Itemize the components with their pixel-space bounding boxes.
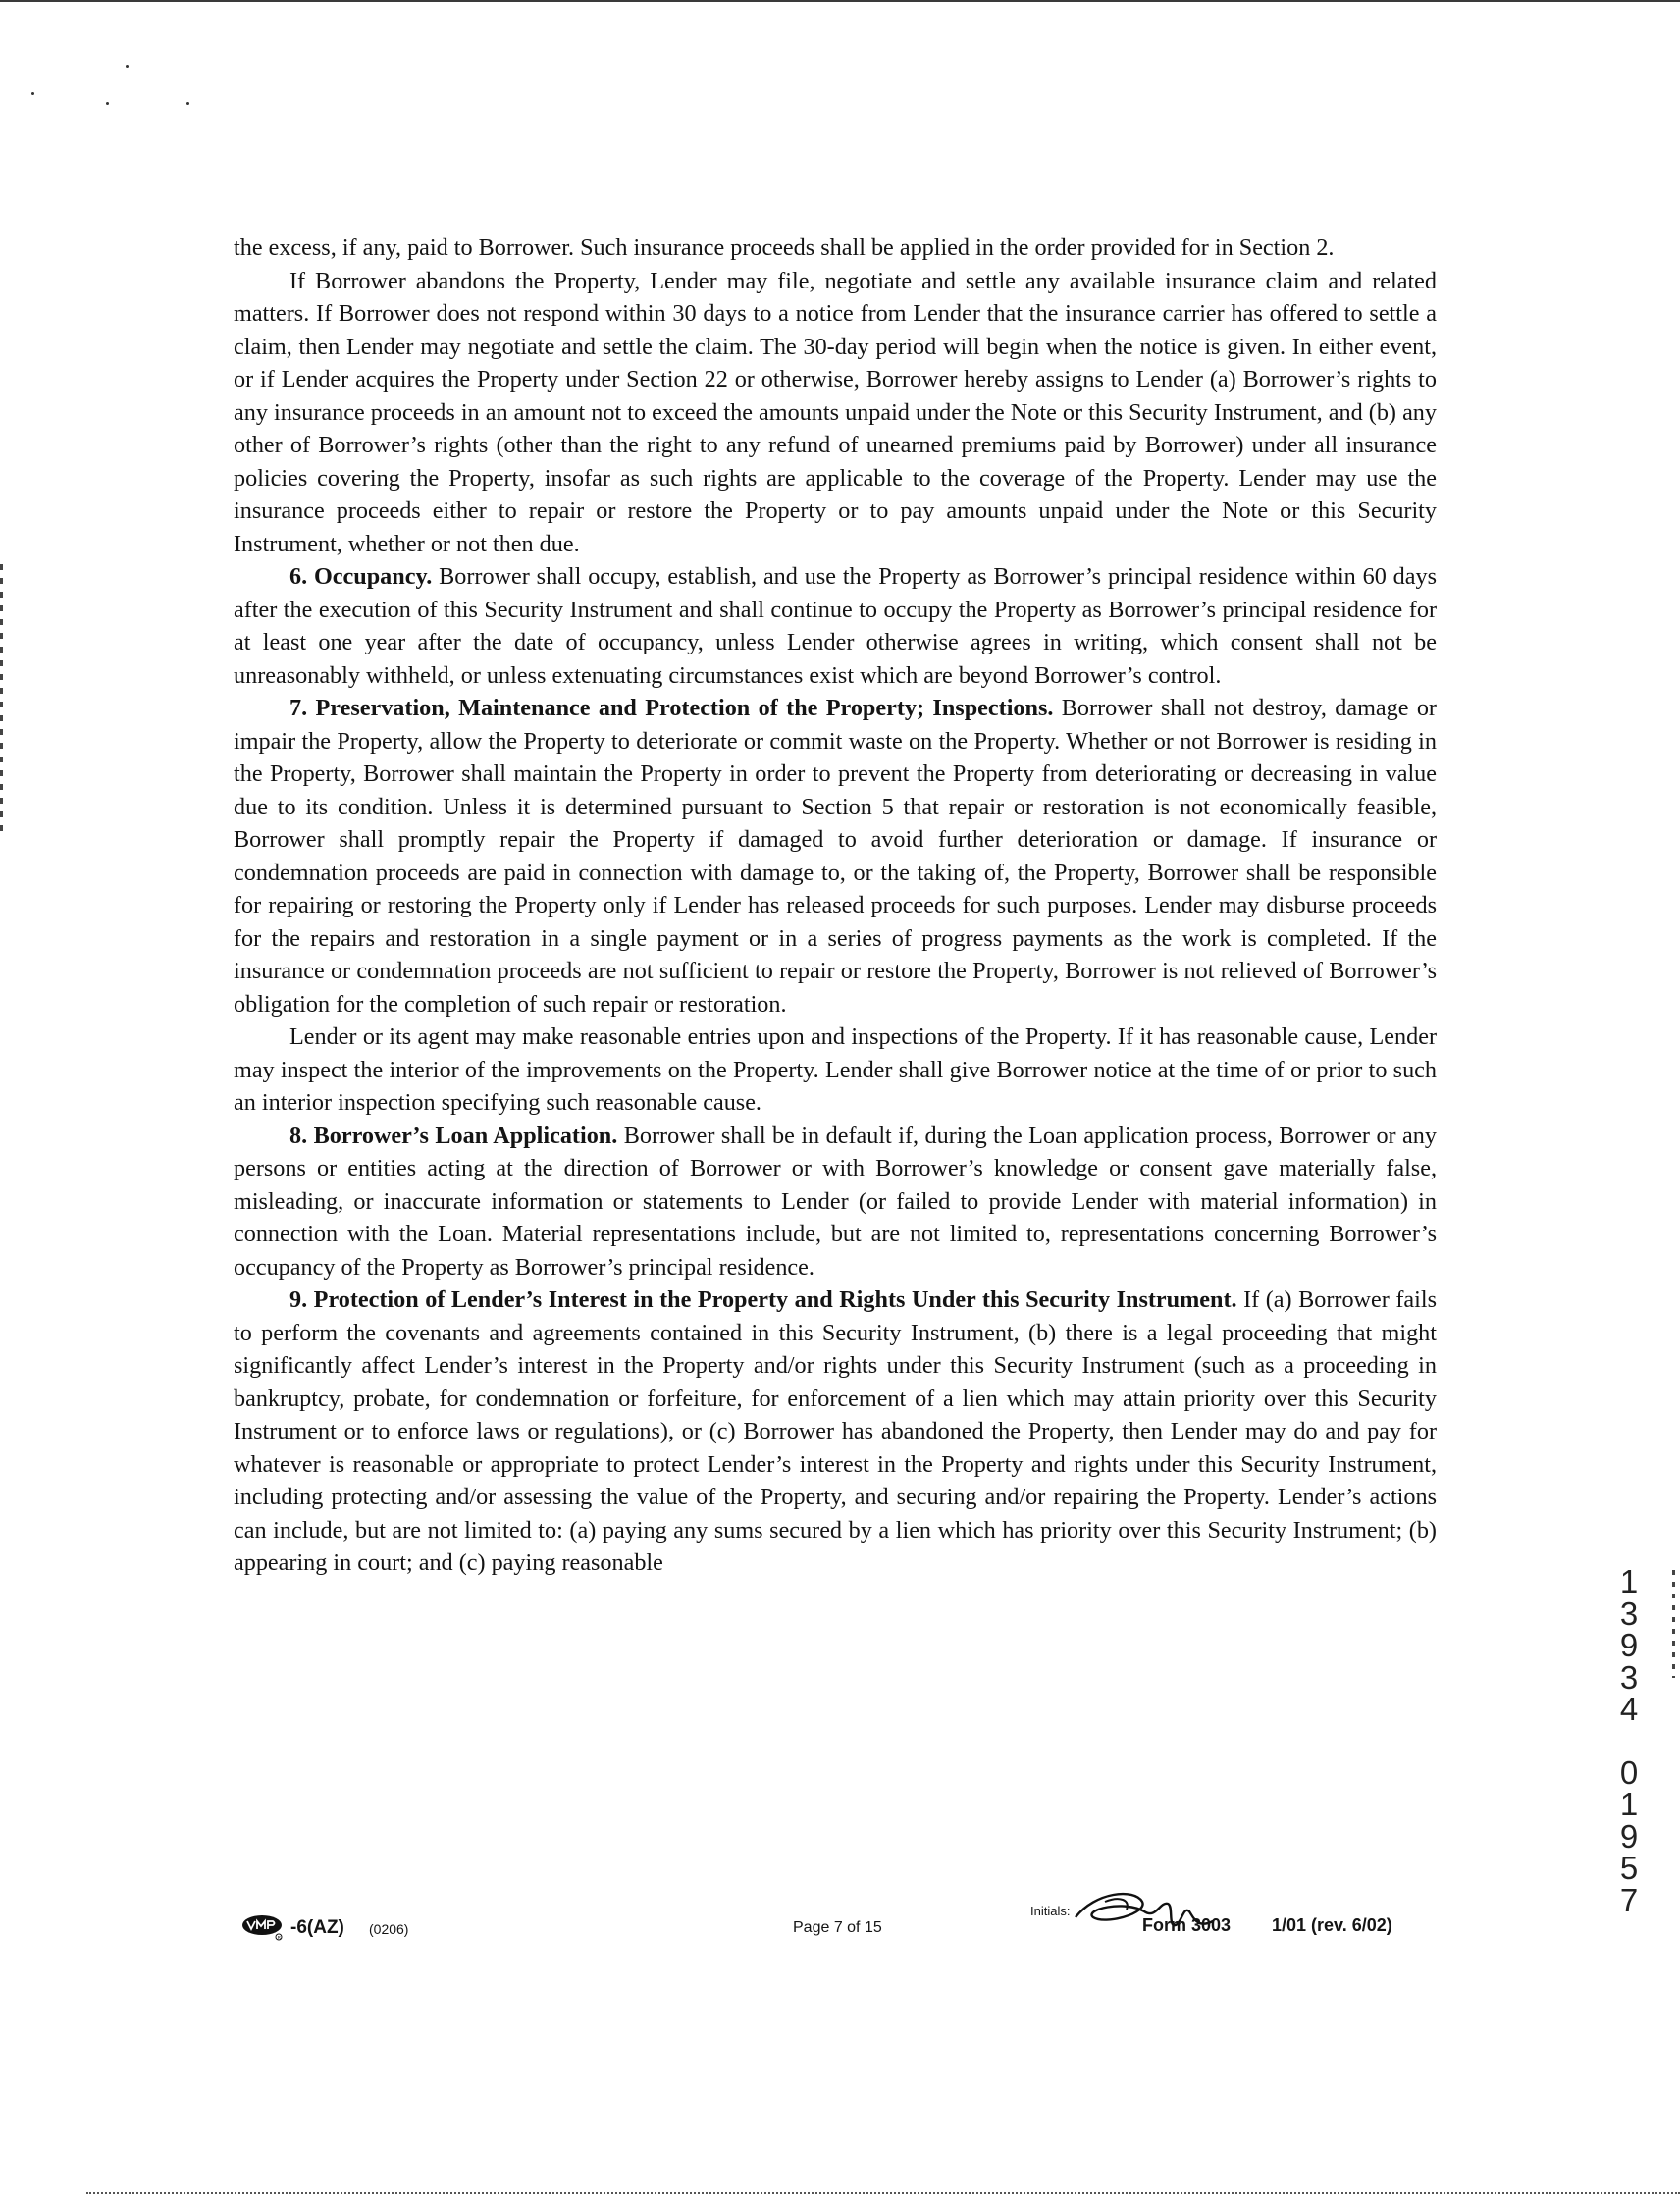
page-bottom-border [86, 2192, 1680, 2194]
paragraph-abandonment [234, 265, 1437, 561]
recording-digit: 7 [1619, 1881, 1639, 1918]
recording-digit: 3 [1619, 1595, 1639, 1632]
section-heading: 7. Preservation, Maintenance and Protection of the Property; Inspections. [289, 695, 1054, 721]
recording-number [1609, 1563, 1649, 1918]
form-number: Form 3003 [1142, 1915, 1232, 1935]
initials-label: Initials: [1030, 1904, 1071, 1918]
form-identifier: -6(AZ) [290, 1917, 344, 1938]
recording-digit: 0 [1619, 1753, 1639, 1791]
scan-edge-right [1672, 1570, 1675, 1678]
recording-digit: 9 [1619, 1817, 1639, 1855]
paragraph-text: the excess, if any, paid to Borrower. Such insurance proceeds shall be applied in the order provided for in Section 2. [234, 235, 1335, 261]
page-top-border [0, 0, 1680, 2]
section-heading: 6. Occupancy. [289, 563, 433, 590]
paragraph-text: Borrower shall not destroy, damage or impair the Property, allow the Property to deteriorate or commit waste on the Property. Whether or not Borrower is residing in the Property, Borrower shall maintain the Property in order to prevent the Property from deteriorating or decreasing in value due to its condition. Unless it is determined pursuant to Section 5 that repair or restoration is not economically feasible, Borrower shall promptly repair the Property if damaged to avoid further deterioration or damage. If insurance or condemnation proceeds are paid in connection with damage to, or the taking of, the Property, Borrower shall be responsible for repairing or restoring the Property only if Lender has released proceeds for such purposes. Lender may disburse proceeds for the repairs and restoration in a single payment or in a series of progress payments as the work is completed. If the insurance or condemnation proceeds are not sufficient to repair or restore the Property, Borrower is not relieved of Borrower’s obligation for the completion of such repair or restoration. [234, 695, 1437, 1018]
vmp-logo-icon [241, 1913, 287, 1941]
paragraph-section-9 [234, 1283, 1437, 1580]
paragraph-section-7 [234, 692, 1437, 1020]
paragraph-text: Lender or its agent may make reasonable entries upon and inspections of the Property. If it has reasonable cause, Lender may inspect the interior of the improvements on the Property. Lender shall give Borrower notice at the time of or prior to such an interior inspection specifying such reasonable cause. [234, 1023, 1437, 1116]
page-number: Page 7 of 15 [793, 1919, 882, 1936]
paragraph-text: Borrower shall be in default if, during the Loan application process, Borrower or any persons or entities acting at the direction of Borrower or with Borrower’s knowledge or consent gave materially false, misleading, or inaccurate information or statements to Lender (or failed to provide Lender with material information) in connection with the Loan. Material representations include, but are not limited to, representations concerning Borrower’s occupancy of the Property as Borrower’s principal residence. [234, 1122, 1437, 1281]
scan-speck [31, 92, 34, 95]
form-code: (0206) [369, 1921, 409, 1937]
paragraph-section-8 [234, 1120, 1437, 1284]
recording-digit: 3 [1619, 1658, 1639, 1696]
document-body [234, 232, 1437, 1580]
paragraph-text: Borrower shall occupy, establish, and use the Property as Borrower’s principal residence within 60 days after the execution of this Security Instrument and shall continue to occupy the Property as Borrower’s principal residence for at least one year after the date of occupancy, unless Lender otherwise agrees in writing, which consent shall not be unreasonably withheld, or unless extenuating circumstances exist which are beyond Borrower’s control. [234, 563, 1437, 689]
section-heading: 9. Protection of Lender’s Interest in the Property and Rights Under this Security Instrument. [289, 1286, 1237, 1313]
recording-digit-gap [1609, 1726, 1649, 1757]
paragraph-continuation [234, 232, 1437, 265]
recording-digit: 1 [1619, 1786, 1639, 1822]
page-footer [0, 1904, 1680, 1962]
recording-digit: 5 [1619, 1850, 1639, 1886]
recording-digit: 1 [1619, 1563, 1639, 1599]
paragraph-section-6 [234, 560, 1437, 692]
svg-text:R: R [277, 1934, 281, 1940]
scan-edge-left [0, 564, 3, 839]
scan-speck [126, 65, 129, 68]
recording-digit: 4 [1619, 1691, 1639, 1727]
scan-speck [106, 102, 109, 105]
paragraph-text: If Borrower abandons the Property, Lender may file, negotiate and settle any available insurance claim and related matters. If Borrower does not respond within 30 days to a notice from Lender that the insurance carrier has offered to settle a claim, then Lender may negotiate and settle the claim. The 30-day period will begin when the notice is given. In either event, or if Lender acquires the Property under Section 22 or otherwise, Borrower hereby assigns to Lender (a) Borrower’s rights to any insurance proceeds in an amount not to exceed the amounts unpaid under the Note or this Security Instrument, and (b) any other of Borrower’s rights (other than the right to any refund of unearned premiums paid by Borrower) under all insurance policies covering the Property, insofar as such rights are applicable to the coverage of the Property. Lender may use the insurance proceeds either to repair or restore the Property or to pay amounts unpaid under the Note or this Security Instrument, whether or not then due. [234, 267, 1437, 557]
form-revision-date: 1/01 (rev. 6/02) [1272, 1915, 1392, 1935]
recording-digit: 9 [1619, 1627, 1639, 1663]
paragraph-text: If (a) Borrower fails to perform the covenants and agreements contained in this Security Instrument, (b) there is a legal proceeding that might significantly affect Lender’s interest in the Property and/or rights under this Security Instrument (such as a proceeding in bankruptcy, probate, for condemnation or forfeiture, for enforcement of a lien which may attain priority over this Security Instrument or to enforce laws or regulations), or (c) Borrower has abandoned the Property, then Lender may do and pay for whatever is reasonable or appropriate to protect Lender’s interest in the Property and rights under this Security Instrument, including protecting and/or assessing the value of the Property, and securing and/or repairing the Property. Lender’s actions can include, but are not limited to: (a) paying any sums secured by a lien which has priority over this Security Instrument; (b) appearing in court; and (c) paying reasonable [234, 1286, 1437, 1576]
section-heading: 8. Borrower’s Loan Application. [289, 1122, 618, 1149]
paragraph-inspections [234, 1020, 1437, 1120]
scan-speck [186, 102, 189, 105]
